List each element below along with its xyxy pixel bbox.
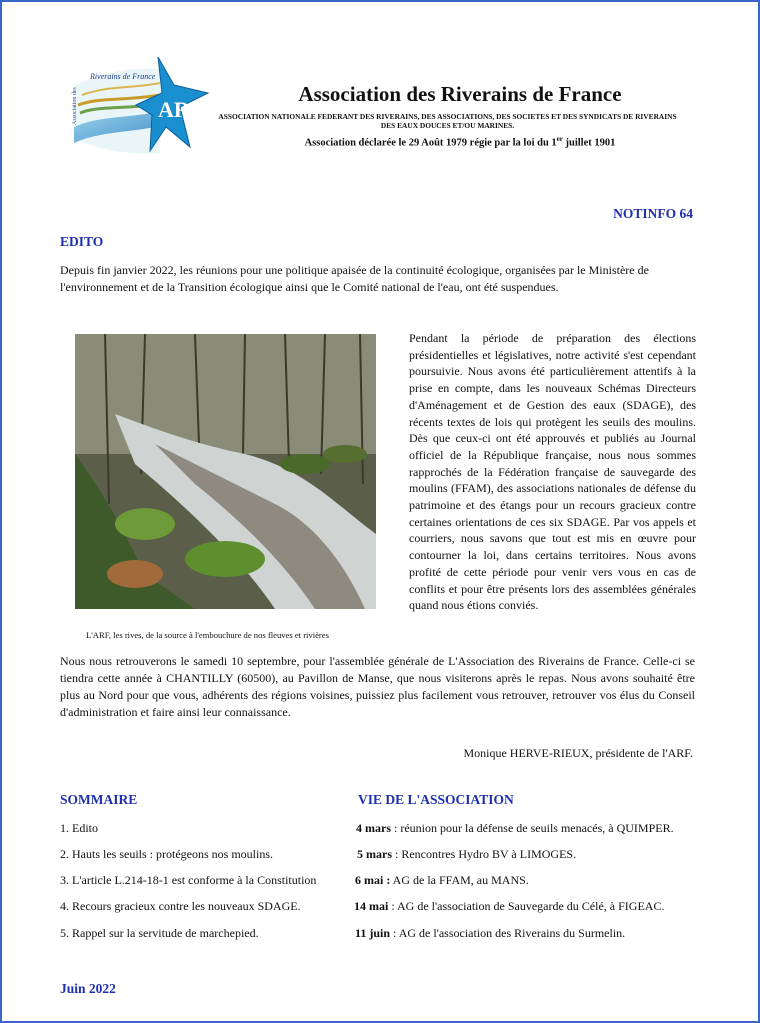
vie-text: AG de la FFAM, au MANS. (390, 873, 529, 887)
vie-date: 6 mai : (355, 873, 391, 887)
river-photo (75, 334, 376, 609)
association-title: Association des Riverains de France (298, 82, 622, 106)
sommaire-heading: SOMMAIRE (60, 792, 138, 807)
declaration-end: juillet 1901 (562, 137, 616, 149)
vie-text: : AG de l'association de Sauvegarde du Célé, à FIGEAC. (388, 899, 665, 913)
edito-paragraph-2: Nous nous retrouverons le samedi 10 septembre, pour l'assemblée générale de L'Association des Riverains de France. Celle-ci se tiendra cette année à CHANTILLY (60500), au Pavillon de Manse, que nous visiterons après le repas. Nous avons souhaité être plus au Nord pour que vous, adhérents des régions voisines, puissiez plus facilement vous retrouver, retrouver vos élus du Conseil d'administration et faire ainsi leur connaissance. (60, 654, 695, 719)
vie-date: 14 mai (354, 899, 389, 913)
subtitle-line: DES EAUX DOUCES ET/OU MARINES. (380, 121, 515, 130)
vie-item (356, 821, 674, 836)
vie-text: : AG de l'association des Riverains du Surmelin. (390, 926, 626, 940)
arf-logo (70, 55, 210, 157)
issue-date: Juin 2022 (60, 981, 116, 996)
svg-text:ARF: ARF (158, 97, 204, 122)
vie-text: : Rencontres Hydro BV à LIMOGES. (392, 847, 577, 861)
sommaire-item[interactable]: 3. L'article L.214-18-1 est conforme à la Constitution (60, 873, 317, 887)
sommaire-item[interactable]: 2. Hauts les seuils : protégeons nos moulins. (60, 847, 273, 861)
subtitle-line: ASSOCIATION NATIONALE FEDERANT DES RIVERAINS, DES ASSOCIATIONS, DES SOCIETES ET DES SYNDICATS DE RIVERAINS (218, 112, 677, 121)
sommaire-item[interactable]: 1. Edito (60, 821, 98, 835)
vie-text: : réunion pour la défense de seuils menacés, à QUIMPER. (391, 821, 674, 835)
vie-heading: VIE DE L'ASSOCIATION (358, 792, 514, 807)
sommaire-item[interactable]: 5. Rappel sur la servitude de marchepied. (60, 926, 259, 940)
association-subtitle (215, 112, 680, 130)
edito-right-column: Pendant la période de préparation des élections présidentielles et législatives, notre activité s'est cependant poursuivie. Nous avons été particulièrement attentifs à la prise en compte, dans les nouveaux Schémas Directeurs d'Aménagement et de Gestion des eaux (SDAGE), des récents textes de lois qui protègent les seuils des moulins. Dès que ceux-ci ont été approuvés et publiés au Journal officiel de la République française, nous nous sommes rapprochés de la Fédération française de sauvegarde des moulins (FFAM), des associations nationales de défense du patrimoine et des étangs pour un recours gracieux contre certaines orientations de ces six SDAGE. Par vos appels et courriers, nous savons que tout est mis en œuvre pour contourner la loi, dans certains territoires. Nous avons profité de cette période pour venir vers vous en cas de conflits et pour être présents lors des assemblées générales quand nous étions conviés. (409, 331, 696, 613)
vie-date: 5 mars (357, 847, 392, 861)
svg-text:Association des: Association des (72, 87, 78, 125)
vie-item (357, 847, 576, 862)
edito-heading: EDITO (60, 234, 104, 249)
signature: Monique HERVE-RIEUX, présidente de l'ARF. (463, 746, 693, 760)
sommaire-item[interactable]: 4. Recours gracieux contre les nouveaux SDAGE. (60, 899, 301, 913)
vie-item (354, 899, 664, 914)
declaration-sup: er (556, 135, 563, 143)
notinfo-number: NOTINFO 64 (613, 206, 693, 221)
declaration-text: Association déclarée le 29 Août 1979 régie par la loi du 1 (304, 137, 557, 149)
edito-paragraph-1: Depuis fin janvier 2022, les réunions pour une politique apaisée de la continuité écologique, organisées par le Ministère de l'environnement et de la Transition écologique ainsi que le Comité national de l'eau, ont été suspendues. (60, 263, 649, 294)
vie-item (355, 926, 625, 941)
photo-caption: L'ARF, les rives, de la source à l'embouchure de nos fleuves et rivières (86, 630, 329, 640)
vie-date: 11 juin (355, 926, 391, 940)
vie-date: 4 mars (356, 821, 391, 835)
svg-text:Riverains de France: Riverains de France (90, 72, 156, 81)
declaration (250, 135, 670, 149)
vie-item (355, 873, 529, 888)
